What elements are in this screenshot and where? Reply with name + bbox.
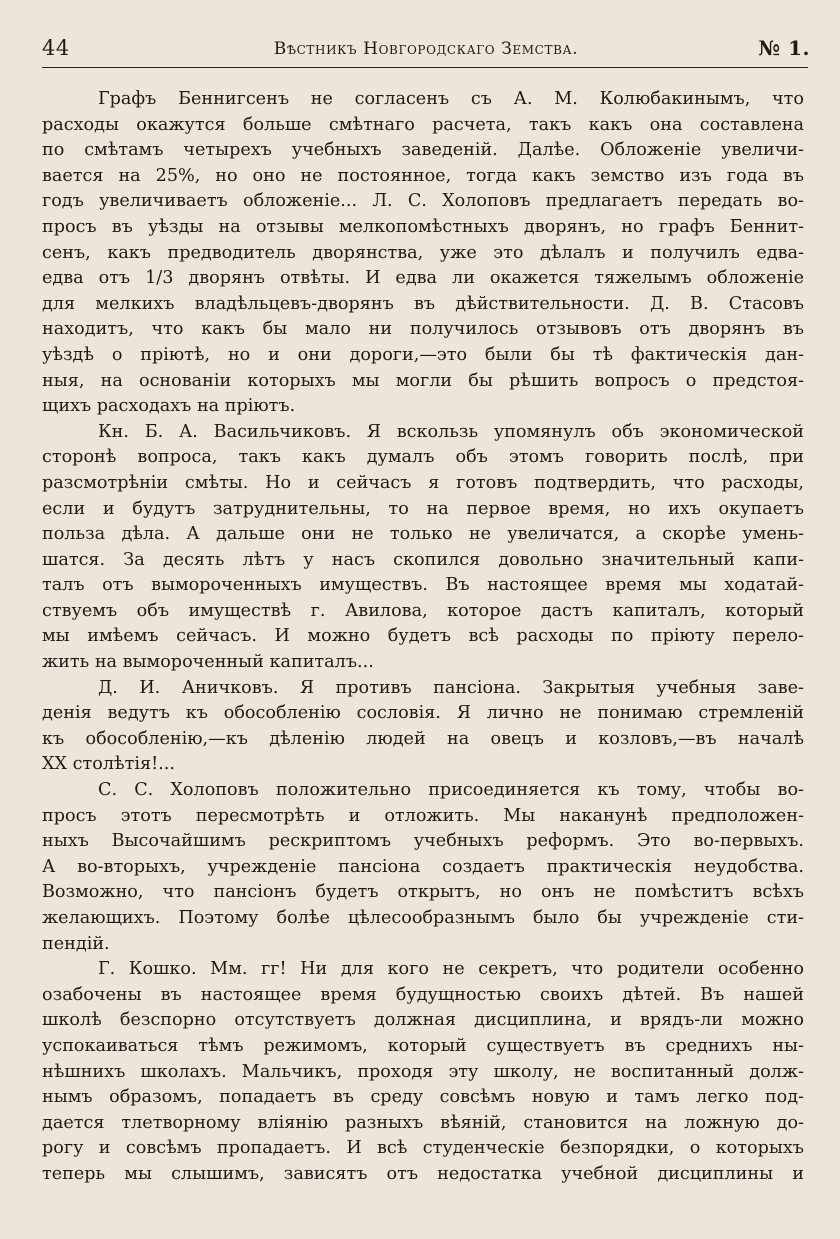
text-line: вается на 25%, но оно не постоянное, тогда какъ земство изъ года въ <box>42 165 804 186</box>
text-line: школѣ безспорно отсутствуетъ должная дисциплина, и врядъ-ли можно <box>42 1010 804 1031</box>
header-rule <box>42 67 808 68</box>
text-line: польза дѣла. А дальше они не только не увеличатся, а скорѣе умень- <box>42 524 804 545</box>
text-line: годъ увеличиваетъ обложеніе... Л. С. Холоповъ предлагаетъ передать во- <box>42 191 804 212</box>
text-line: нымъ образомъ, попадаетъ въ среду совсѣмъ новую и тамъ легко под- <box>42 1087 804 1108</box>
text-line: успокаиваться тѣмъ режимомъ, который существуетъ въ среднихъ ны- <box>42 1035 804 1056</box>
text-line: расходы окажутся больше смѣтнаго расчета, такъ какъ она составлена <box>42 114 804 135</box>
page-number: 44 <box>42 36 70 60</box>
issue-number: № 1. <box>758 36 810 60</box>
text-line: едва отъ 1/3 дворянъ отвѣты. И едва ли окажется тяжелымъ обложеніе <box>42 268 804 289</box>
text-line: дается тлетворному вліянію разныхъ вѣяній, становится на ложную до- <box>42 1112 804 1133</box>
body-text <box>42 87 804 1188</box>
text-line: сенъ, какъ предводитель дворянства, уже это дѣлалъ и получилъ едва- <box>42 242 804 263</box>
text-line: Г. Кошко. Мм. гг! Ни для кого не секретъ, что родители особенно <box>98 959 804 980</box>
text-line: ныя, на основаніи которыхъ мы могли бы рѣшить вопросъ о предстоя- <box>42 370 804 391</box>
text-line: ныхъ Высочайшимъ рескриптомъ учебныхъ реформъ. Это во-первыхъ. <box>42 831 804 852</box>
text-line: теперь мы слышимъ, зависятъ отъ недостатка учебной дисциплины и <box>42 1163 804 1184</box>
text-line: А во-вторыхъ, учрежденіе пансіона создаетъ практическія неудобства. <box>42 856 804 877</box>
text-line: мы имѣемъ сейчасъ. И можно будетъ всѣ расходы по пріюту перело- <box>42 626 804 647</box>
text-line: шатся. За десять лѣтъ у насъ скопился довольно значительный капи- <box>42 549 804 570</box>
text-line: пендій. <box>42 933 110 954</box>
text-line: уѣздѣ о пріютѣ, но и они дороги,—это были бы тѣ фактическія дан- <box>42 344 804 365</box>
text-line: сторонѣ вопроса, такъ какъ думалъ объ этомъ говорить послѣ, при <box>42 447 804 468</box>
text-line: денія ведутъ къ обособленію сословія. Я лично не понимаю стремленій <box>42 703 804 724</box>
text-line: С. С. Холоповъ положительно присоединяется къ тому, чтобы во- <box>98 780 804 801</box>
running-title: Вѣстникъ Новгородскаго Земства. <box>273 39 579 59</box>
text-line: если и будутъ затруднительны, то на первое время, но ихъ окупаетъ <box>42 498 804 519</box>
page-header <box>42 32 810 68</box>
text-line: XX столѣтія!... <box>42 754 175 775</box>
text-line: нѣшнихъ школахъ. Мальчикъ, проходя эту школу, не воспитанный долж- <box>42 1061 804 1082</box>
text-line: Возможно, что пансіонъ будетъ открытъ, но онъ не помѣститъ всѣхъ <box>42 882 804 903</box>
text-line: щихъ расходахъ на пріютъ. <box>42 396 296 417</box>
text-line: по смѣтамъ четырехъ учебныхъ заведеній. Далѣе. Обложеніе увеличи- <box>42 140 804 161</box>
text-line: находитъ, что какъ бы мало ни получилось отзывовъ отъ дворянъ въ <box>42 319 804 340</box>
text-line: Д. И. Аничковъ. Я противъ пансіона. Закрытыя учебныя заве- <box>98 677 804 698</box>
text-line: разсмотрѣніи смѣты. Но и сейчасъ я готовъ подтвердить, что расходы, <box>42 472 804 493</box>
text-line: къ обособленію,—къ дѣленію людей на овецъ и козловъ,—въ началѣ <box>42 728 804 749</box>
text-line: просъ въ уѣзды на отзывы мелкопомѣстныхъ дворянъ, но графъ Беннит- <box>42 216 804 237</box>
text-line: желающихъ. Поэтому болѣе цѣлесообразнымъ было бы учрежденіе сти- <box>42 908 804 928</box>
text-line: ствуемъ объ имуществѣ г. Авилова, которое дастъ капиталъ, который <box>42 600 804 621</box>
text-line: просъ этотъ пересмотрѣть и отложить. Мы наканунѣ предположен- <box>42 805 804 826</box>
text-line: озабочены въ настоящее время будущностью своихъ дѣтей. Въ нашей <box>42 984 804 1005</box>
text-line: Графъ Беннигсенъ не согласенъ съ А. М. Колюбакинымъ, что <box>98 89 804 109</box>
text-line: талъ отъ вымороченныхъ имуществъ. Въ настоящее время мы ходатай- <box>42 575 804 596</box>
text-line: для мелкихъ владѣльцевъ-дворянъ въ дѣйствительности. Д. В. Стасовъ <box>42 293 804 314</box>
text-line: жить на вымороченный капиталъ... <box>42 652 374 673</box>
text-line: рогу и совсѣмъ пропадаетъ. И всѣ студенческіе безпорядки, о которыхъ <box>42 1138 804 1159</box>
text-line: Кн. Б. А. Васильчиковъ. Я вскользь упомянулъ объ экономической <box>98 421 804 442</box>
